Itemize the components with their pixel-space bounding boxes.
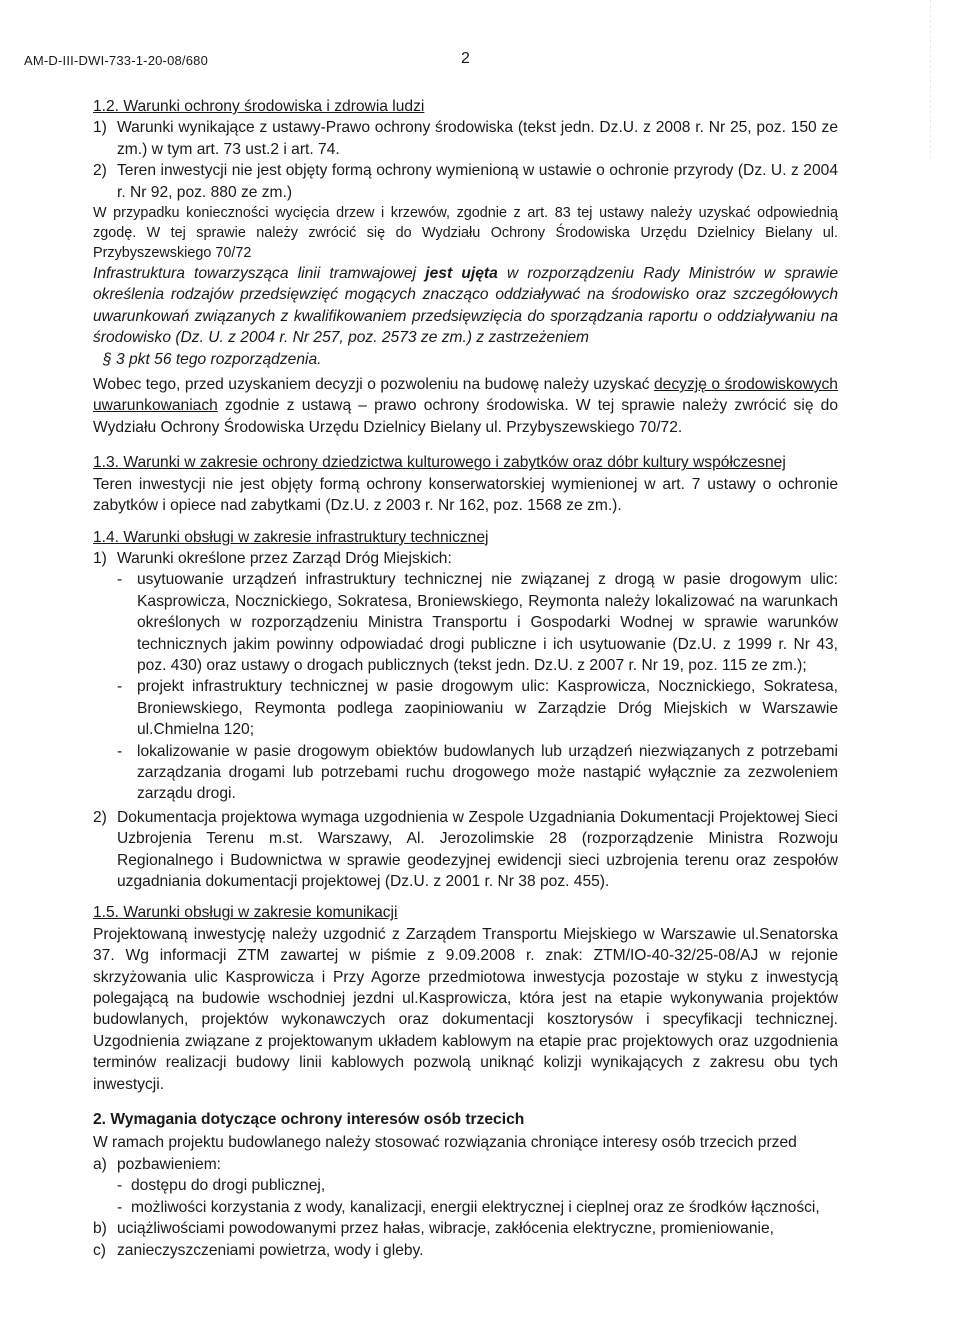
s14-item-1: 1) Warunki określone przez Zarząd Dróg Miejskich: (93, 549, 452, 567)
section-1-5-title: 1.5. Warunki obsługi w zakresie komunikacji (93, 904, 398, 922)
s12-regulation-note: Infrastruktura towarzysząca linii tramwajowej jest ujęta w rozporządzeniu Rady Ministrów w sprawie określenia rodzajów przedsięwzięć mogących znacząco oddziaływać na środowisko oraz szczegółowych uwarunkowań związanych z kwalifikowaniem przedsięwzięcia do sporządzania raportu o oddziaływaniu na środowisko (Dz. U. z 2004 r. Nr 257, poz. 2573 ze zm.) z zastrzeżeniem (93, 265, 839, 347)
s12-trees-note: W przypadku konieczności wycięcia drzew i krzewów, zgodnie z art. 83 tej ustawy należy uzyskać odpowiednią zgodę. W tej sprawie należy zwrócić się do Wydziału Ochrony Środowiska Urzędu Dzielnicy Bielany ul. Przybyszewskiego 70/72 (93, 205, 838, 262)
s13-text: Teren inwestycji nie jest objęty formą ochrony konserwatorskiej wymienionej w art. 7 ustawy o ochronie zabytków i opiece nad zabytkami (Dz.U. z 2003 r. Nr 162, poz. 1568 ze zm.). (93, 475, 838, 515)
document-reference: AM-D-III-DWI-733-1-20-08/680 (24, 53, 209, 68)
s12-item-1: 1) Warunki wynikające z ustawy-Prawo ochrony środowiska (tekst jedn. Dz.U. z 2008 r. Nr 25, poz. 150 ze zm.) w tym art. 73 ust.2 i art. 74. (93, 119, 838, 158)
section-1-4-title: 1.4. Warunki obsługi w zakresie infrastruktury technicznej (93, 528, 489, 546)
s2-item-b: b) uciążliwościami powodowanymi przez hałas, wibracje, zakłócenia elektryczne, promieniowanie, (93, 1220, 774, 1238)
page-number: 2 (461, 50, 470, 67)
s12-item-2: 2) Teren inwestycji nie jest objęty formą ochrony wymienioną w ustawie o ochronie przyrody (Dz. U. z 2004 r. Nr 92, poz. 880 ze zm.) (93, 162, 838, 201)
s14-dash-2: - projekt infrastruktury technicznej w pasie drogowym ulic: Kasprowicza, Nocznickiego, Sokratesa, Broniewskiego, Reymonta podlega zaopiniowaniu w Zarządzie Dróg Miejskich w Warszawie ul.Chmielna 120; (117, 678, 838, 739)
s2-a-dash-2: - możliwości korzystania z wody, kanalizacji, energii elektrycznej i cieplnej oraz ze środków łączności, (117, 1198, 820, 1216)
scan-edge-mark (930, 0, 931, 160)
s2-a-dash-1: - dostępu do drogi publicznej, (117, 1177, 326, 1195)
s14-dash-1: - usytuowanie urządzeń infrastruktury technicznej nie związanej z drogą w pasie drogowym ulic: Kasprowicza, Nocznickiego, Sokratesa, Broniewskiego, Reymonta należy lokalizować na warunkach określonych w rozporządzeniu Ministra Transportu i Gospodarki Wodnej w sprawie warunków technicznych jakim powinny odpowiadać drogi publiczne i ich usytuowanie (Dz.U. z 1999 r. Nr 43, poz. 430) oraz ustawy o drogach publicznych (tekst jedn. Dz.U. z 2007 r. Nr 19, poz. 115 ze zm.); (117, 571, 838, 674)
section-1-3-title: 1.3. Warunki w zakresie ochrony dziedzictwa kulturowego i zabytków oraz dóbr kultury współczesnej (93, 454, 786, 472)
s2-intro: W ramach projektu budowlanego należy stosować rozwiązania chroniące interesy osób trzecich przed (93, 1134, 797, 1152)
s2-item-c: c) zanieczyszczeniami powietrza, wody i gleby. (93, 1241, 424, 1259)
document-body (93, 96, 838, 1261)
section-2-title: 2. Wymagania dotyczące ochrony interesów osób trzecich (93, 1111, 525, 1129)
s12-decision-paragraph: Wobec tego, przed uzyskaniem decyzji o pozwoleniu na budowę należy uzyskać decyzję o środowiskowych uwarunkowaniach zgodnie z ustawą – prawo ochrony środowiska. W tej sprawie należy zwrócić się do Wydziału Ochrony Środowiska Urzędu Dzielnicy Bielany ul. Przybyszewskiego 70/72. (93, 376, 838, 436)
s2-item-a: a) pozbawieniem: (93, 1155, 222, 1173)
s14-item-2: 2) Dokumentacja projektowa wymaga uzgodnienia w Zespole Uzgadniania Dokumentacji Projektowej Sieci Uzbrojenia Terenu m.st. Warszawy, Al. Jerozolimskie 28 (rozporządzenie Ministra Rozwoju Regionalnego i Budownictwa w sprawie geodezyjnej ewidencji sieci uzbrojenia terenu oraz zespołów uzgadniania dokumentacji projektowej (Dz.U. z 2001 r. Nr 38 poz. 455). (93, 808, 838, 890)
section-1-2-title: 1.2. Warunki ochrony środowiska i zdrowia ludzi (93, 98, 425, 115)
s14-dash-3: - lokalizowanie w pasie drogowym obiektów budowlanych lub urządzeń niezwiązanych z potrzebami zarządzania drogami lub potrzebami ruchu drogowego może nastąpić wyłącznie za zezwoleniem zarządu drogi. (117, 742, 838, 803)
s12-regulation-paragraph: § 3 pkt 56 tego rozporządzenia. (103, 350, 322, 368)
s15-text: Projektowaną inwestycję należy uzgodnić z Zarządem Transportu Miejskiego w Warszawie ul.Senatorska 37. Wg informacji ZTM zawartej w piśmie z 9.09.2008 r. znak: ZTM/IO-40-32/25-08/AJ w rejonie skrzyżowania ulic Kasprowicza i Przy Agorze przedmiotowa inwestycja pozostaje w styku z inwestycją polegającą na budowie wschodniej jezdni ul.Kasprowicza, która jest na etapie wykonywania projektów budowlanych, projektów wykonawczych oraz dokumentacji kosztorysów i specyfikacji technicznej. Uzgodnienia związane z projektowanym układem kablowym na etapie prac projektowych oraz uzgodnienia terminów realizacji budowy linii kablowych pozwolą uniknąć kolizji wynikających z zakresu obu tych inwestycji. (93, 925, 838, 1093)
